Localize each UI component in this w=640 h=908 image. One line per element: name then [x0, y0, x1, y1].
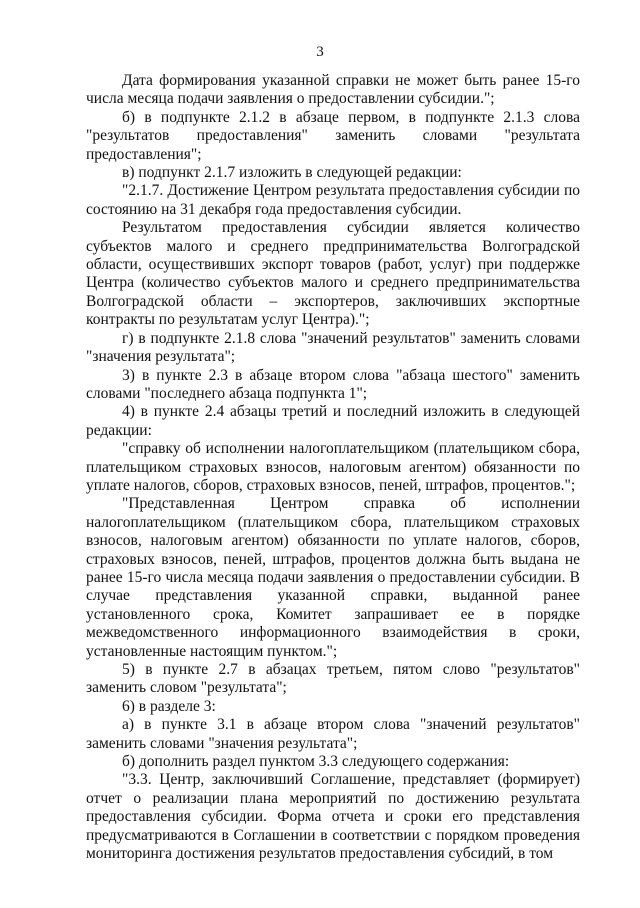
paragraph: 6) в разделе 3:	[122, 697, 216, 715]
paragraph: Результатом предоставления субсидии является количество субъектов малого и среднего предпринимательства Волгоградской области, осуществивших экспорт товаров (работ, услуг) при поддержке Центра (количество субъектов малого и среднего предпринимательства Волгоградской области – экспортеров, заключивших экспортные контракты по результатам услуг Центра).";	[86, 219, 580, 329]
paragraph: 3) в пункте 2.3 в абзаце втором слова "абзаца шестого" заменить словами "последнего абзаца подпункта 1";	[86, 366, 580, 402]
paragraph: б) дополнить раздел пунктом 3.3 следующего содержания:	[122, 753, 510, 771]
paragraph: "Представленная Центром справка об исполнении налогоплательщиком (плательщиком сбора, плательщиком страховых взносов, налоговым агентом) обязанности по уплате налогов, сборов, страховых взносов, пеней, штрафов, процентов должна быть выдана не ранее 15-го числа месяца подачи заявления о предоставлении субсидии. В случае представления указанной справки, выданной ранее установленного срока, Комитет запрашивает ее в порядке межведомственного информационного взаимодействия в сроки, установленные настоящим пунктом.";	[86, 495, 580, 660]
paragraph: "справку об исполнении налогоплательщиком (плательщиком сбора, плательщиком страховых взносов, налоговым агентом) обязанности по уплате налогов, сборов, страховых взносов, пеней, штрафов, процентов.";	[86, 440, 580, 494]
paragraph: "2.1.7. Достижение Центром результата предоставления субсидии по состоянию на 31 декабря года предоставления субсидии.	[86, 182, 580, 218]
paragraph: 4) в пункте 2.4 абзацы третий и последний изложить в следующей редакции:	[86, 403, 580, 439]
paragraph: в) подпункт 2.1.7 изложить в следующей редакции:	[122, 164, 462, 182]
paragraph: г) в подпункте 2.1.8 слова "значений результатов" заменить словами "значения результата";	[86, 329, 580, 366]
paragraph: а) в пункте 3.1 в абзаце втором слова "значений результатов" заменить словами "значения результата";	[86, 716, 580, 752]
paragraph: б) в подпункте 2.1.2 в абзаце первом, в подпункте 2.1.3 слова "результатов предоставления" заменить словами "результата предоставления";	[86, 108, 580, 163]
paragraph: "3.3. Центр, заключивший Соглашение, представляет (формирует) отчет о реализации плана мероприятий по достижению результата предоставления субсидии. Форма отчета и сроки его представления предусматриваются в Соглашении в соответствии с порядком проведения мониторинга достижения результатов предоставления субсидий, в том	[86, 771, 580, 863]
page-number: 3	[316, 44, 324, 60]
paragraph: Дата формирования указанной справки не может быть ранее 15-го числа месяца подачи заявления о предоставлении субсидии.";	[86, 72, 580, 108]
document-body	[86, 72, 580, 863]
paragraph: 5) в пункте 2.7 в абзацах третьем, пятом слово "результатов" заменить словом "результата";	[86, 661, 580, 697]
